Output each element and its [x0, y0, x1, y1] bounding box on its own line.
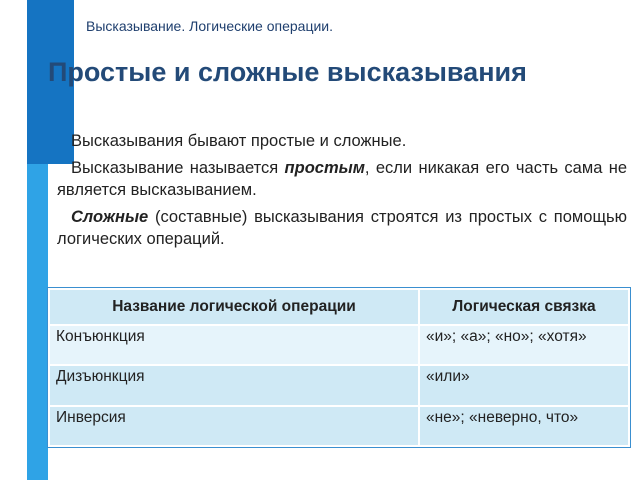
table-row — [49, 365, 629, 405]
paragraph-2 — [57, 157, 627, 201]
term-complex: Сложные — [71, 208, 149, 226]
cell-connective: «и»; «а»; «но»; «хотя» — [419, 325, 629, 365]
cell-operation: Дизъюнкция — [49, 365, 419, 405]
table-header-row — [49, 289, 629, 325]
operations-table — [47, 287, 631, 448]
cell-operation: Конъюнкция — [49, 325, 419, 365]
cell-connective: «или» — [419, 365, 629, 405]
slide-title: Простые и сложные высказывания — [48, 57, 527, 87]
header-operation-name: Название логической операции — [49, 289, 419, 325]
paragraph-3 — [57, 206, 627, 250]
accent-bar-light — [27, 164, 48, 480]
term-simple: простым — [284, 159, 365, 177]
paragraph-3-end: (составные) высказывания строятся из простых с помощью логических операций. — [57, 208, 627, 248]
table-row — [49, 406, 629, 446]
table-row — [49, 325, 629, 365]
cell-connective: «не»; «неверно, что» — [419, 406, 629, 446]
header-connective: Логическая связка — [419, 289, 629, 325]
paragraph-2-start: Высказывание называется — [71, 159, 285, 177]
paragraph-1-text: Высказывания бывают простые и сложные. — [71, 132, 407, 150]
slide-body — [57, 130, 627, 255]
paragraph-1 — [57, 130, 627, 152]
paragraph-2-end: , если никакая его часть сама не является высказыванием. — [57, 159, 628, 199]
operations-table-grid — [48, 288, 630, 447]
cell-operation: Инверсия — [49, 406, 419, 446]
slide-header: Высказывание. Логические операции. — [86, 18, 334, 34]
